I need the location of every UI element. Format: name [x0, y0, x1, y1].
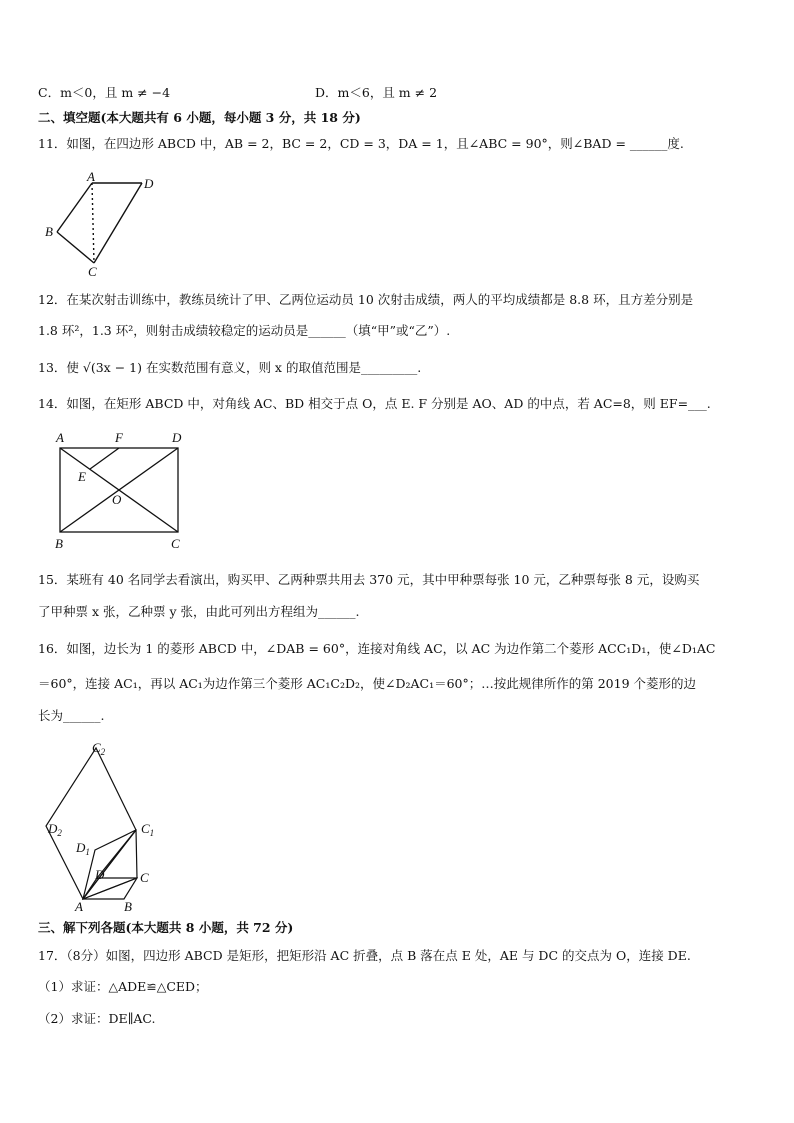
q11-figure — [40, 168, 170, 283]
q11-edge-ba — [57, 183, 92, 232]
q16-label-c: C — [140, 870, 149, 885]
q14-label-d: D — [172, 430, 182, 445]
q14-label-a: A — [56, 430, 64, 445]
q16-label-c1: $C_1$ — [141, 821, 155, 838]
q16-label-b: B — [124, 899, 132, 914]
q14-label-c: C — [171, 536, 180, 551]
q14-label-e: E — [78, 469, 86, 484]
q11-edge-dc — [94, 183, 142, 263]
q11-edge-cb — [57, 232, 94, 263]
q11-label-b: B — [45, 224, 53, 239]
question-14: 14．如图，在矩形 ABCD 中，对角线 AC、BD 相交于点 O，点 E. F 分别是 AO、AD 的中点，若 AC=8，则 EF=___. — [38, 396, 711, 411]
option-c: C．m＜0，且 m ≠ −4 — [38, 85, 171, 100]
question-17-part1: （1）求证：△ADE≌△CED； — [38, 979, 208, 994]
question-17-part2: （2）求证：DE∥AC. — [38, 1011, 156, 1026]
option-d: D．m＜6，且 m ≠ 2 — [315, 85, 438, 100]
q11-label-c: C — [88, 264, 97, 279]
q16-label-d: D — [95, 867, 105, 882]
fill-section-header: 二、填空题(本大题共有 6 小题，每小题 3 分，共 18 分) — [38, 110, 361, 125]
question-11: 11．如图，在四边形 ABCD 中，AB = 2，BC = 2，CD = 3，DA = 1，且∠ABC = 90°，则∠BAD = ______度. — [38, 136, 684, 151]
q16-label-d2: $D_2$ — [48, 821, 62, 838]
q11-label-a: A — [87, 169, 95, 184]
question-12-line2: 1.8 环²，1.3 环²，则射击成绩较稳定的运动员是______（填“甲”或“乙”）. — [38, 323, 451, 338]
q14-figure — [50, 428, 195, 553]
q14-label-b: B — [55, 536, 63, 551]
q11-label-d: D — [144, 176, 154, 191]
question-16-line2: ＝60°，连接 AC₁，再以 AC₁为边作第三个菱形 AC₁C₂D₂，使∠D₂AC₁＝60°；…按此规律所作的第 2019 个菱形的边 — [38, 676, 697, 691]
q16-label-d1: $D_1$ — [76, 840, 90, 857]
q14-label-f: F — [115, 430, 123, 445]
q14-segment-ef — [90, 448, 119, 469]
q16-figure — [40, 738, 170, 913]
q16-label-a: A — [75, 899, 83, 914]
question-17: 17．（8分）如图，四边形 ABCD 是矩形，把矩形沿 AC 折叠，点 B 落在点 E 处，AE 与 DC 的交点为 O，连接 DE. — [38, 948, 691, 963]
question-16-line1: 16．如图，边长为 1 的菱形 ABCD 中，∠DAB = 60°，连接对角线 AC，以 AC 为边作第二个菱形 ACC₁D₁，使∠D₁AC — [38, 641, 716, 656]
question-13: 13．使 √(3x − 1) 在实数范围有意义，则 x 的取值范围是_________. — [38, 360, 422, 375]
question-16-line3: 长为______. — [38, 708, 105, 723]
q16-label-c2: $C_2$ — [92, 740, 106, 757]
solve-section-header: 三、解下列各题(本大题共 8 小题，共 72 分) — [38, 920, 294, 935]
q16-rhombus-3 — [46, 748, 136, 899]
q11-diagonal-ac — [92, 183, 94, 263]
question-15-line1: 15．某班有 40 名同学去看演出，购买甲、乙两种票共用去 370 元，其中甲种票每张 10 元，乙种票每张 8 元，设购买 — [38, 572, 700, 587]
question-12-line1: 12．在某次射击训练中，教练员统计了甲、乙两位运动员 10 次射击成绩，两人的平均成绩都是 8.8 环，且方差分别是 — [38, 292, 694, 307]
question-15-line2: 了甲种票 x 张，乙种票 y 张，由此可列出方程组为______. — [38, 604, 360, 619]
q14-label-o: O — [112, 492, 122, 507]
